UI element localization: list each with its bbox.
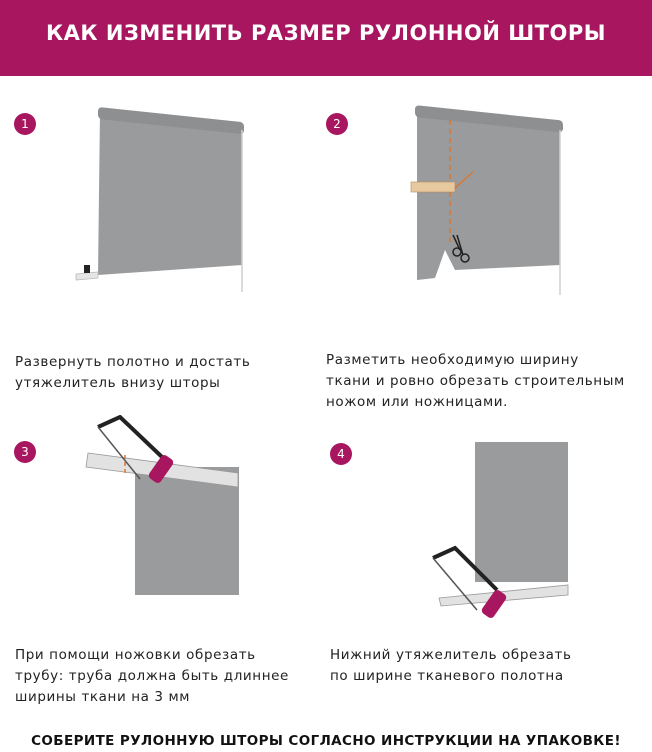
- hacksaw-icon: [98, 417, 175, 484]
- step-3-description: При помощи ножовки обрезать трубу: труба должна быть длиннее ширины ткани на 3 мм: [15, 647, 289, 705]
- step-2-description: Разметить необходимую ширину ткани и ровно обрезать строительным ножом или ножницами.: [326, 352, 625, 410]
- step-1-number: 1: [21, 117, 29, 131]
- step-4-number: 4: [337, 447, 345, 461]
- step-2-number: 2: [333, 117, 341, 131]
- step-3-number-badge: [14, 441, 36, 463]
- blind-fabric: [417, 112, 560, 280]
- step-4-illustration-cutting-weight: [425, 440, 575, 625]
- step-1-illustration-blind-unrolled: [70, 100, 260, 300]
- step-1-number-badge: [14, 113, 36, 135]
- footer-instruction: СОБЕРИТЕ РУЛОННУЮ ШТОРЫ СОГЛАСНО ИНСТРУКЦИИ НА УПАКОВКЕ!: [31, 733, 621, 749]
- weight-end-cap: [84, 265, 90, 273]
- blind-fabric: [135, 467, 239, 595]
- page-title: КАК ИЗМЕНИТЬ РАЗМЕР РУЛОННОЙ ШТОРЫ: [46, 21, 606, 45]
- step-2-illustration-cutting-fabric: [405, 100, 585, 300]
- step-4-description: Нижний утяжелитель обрезать по ширине тканевого полотна: [330, 647, 572, 684]
- step-3-illustration-sawing-tube: [80, 415, 250, 600]
- step-3-number: 3: [21, 445, 29, 459]
- measuring-ruler: [411, 182, 455, 192]
- step-4-number-badge: [330, 443, 352, 465]
- blind-fabric: [475, 442, 568, 582]
- step-1-description: Развернуть полотно и достать утяжелитель внизу шторы: [15, 354, 251, 391]
- blind-fabric: [98, 112, 242, 275]
- header-banner: [0, 0, 652, 76]
- step-2-number-badge: [326, 113, 348, 135]
- bottom-weight-bar: [76, 272, 98, 280]
